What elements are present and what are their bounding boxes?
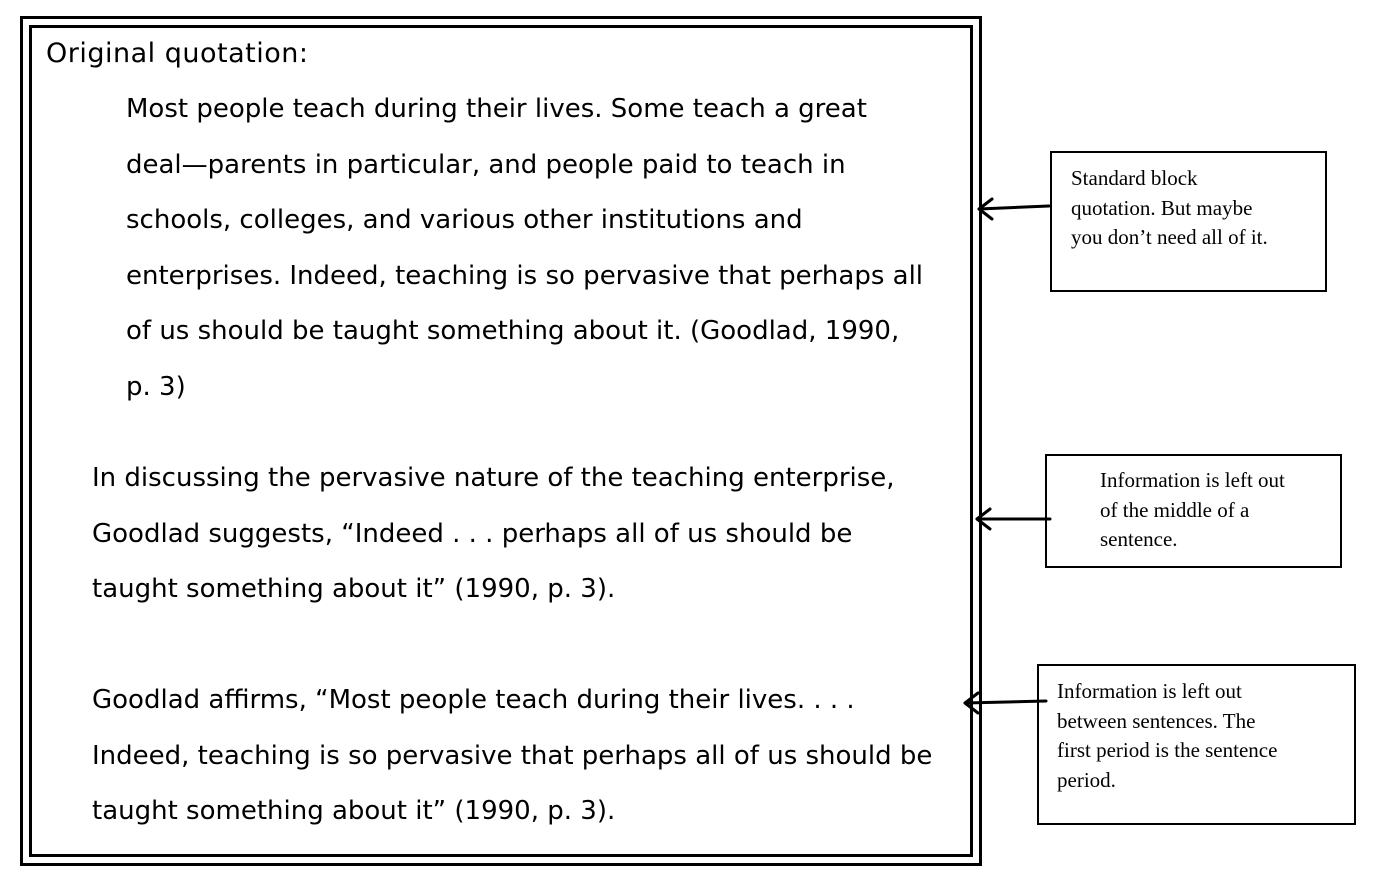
note-line: Information is left out [1057,679,1242,703]
block-quote-line: p. 3) [126,371,186,402]
note-line: Standard block [1071,166,1198,190]
example-line: Indeed, teaching is so pervasive that perhaps all of us should be [92,740,933,771]
block-quote-line: enterprises. Indeed, teaching is so pervasive that perhaps all [126,260,924,291]
block-quote-line: deal—parents in particular, and people paid to teach in [126,149,846,180]
note-line: period. [1057,767,1116,792]
note-line: between sentences. The [1057,708,1256,733]
note-line: sentence. [1100,527,1178,551]
block-quote-line: schools, colleges, and various other institutions and [126,205,803,235]
arrow-to-block-quote [979,199,1049,219]
arrow-to-middle-example [977,509,1050,529]
block-quote-line: Most people teach during their lives. Some teach a great [126,94,867,124]
note-line: quotation. But maybe [1071,195,1253,220]
original-quotation-heading: Original quotation: [46,38,309,69]
example-line: Goodlad affirms, “Most people teach during their lives. . . . [92,685,855,715]
note-line: you don’t need all of it. [1071,225,1268,249]
arrow-to-between-example [965,693,1046,713]
example-line: taught something about it” (1990, p. 3). [92,574,616,604]
note-line: first period is the sentence [1057,738,1278,762]
note-line: of the middle of a [1100,497,1250,522]
example-line: taught something about it” (1990, p. 3). [92,796,616,826]
note-line: Information is left out [1100,468,1285,492]
example-line: Goodlad suggests, “Indeed . . . perhaps all of us should be [92,518,853,549]
block-quote-line: of us should be taught something about it. (Goodlad, 1990, [126,316,900,346]
example-line: In discussing the pervasive nature of the teaching enterprise, [92,463,895,493]
